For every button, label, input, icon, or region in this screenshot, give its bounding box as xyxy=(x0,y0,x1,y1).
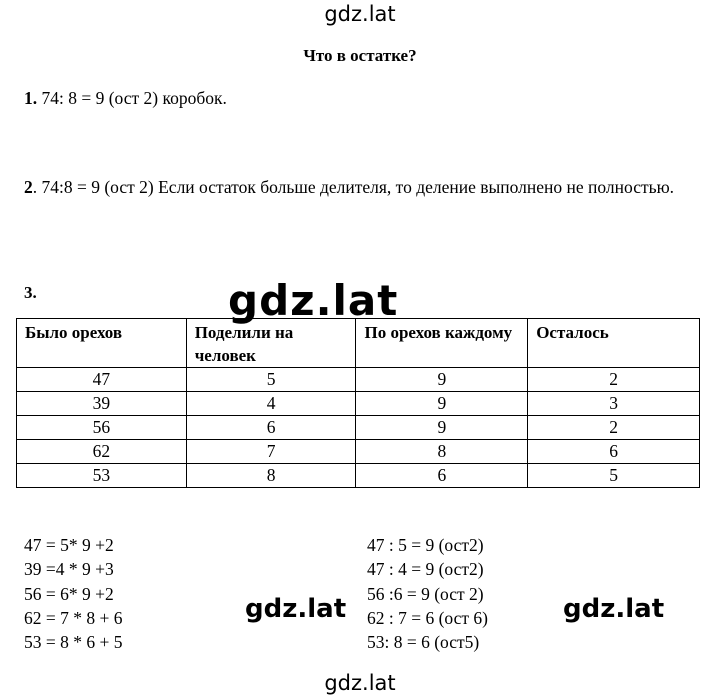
calculation-line: 47 : 5 = 9 (ост2) xyxy=(367,535,484,555)
table-cell: 9 xyxy=(356,416,528,440)
table-cell: 62 xyxy=(17,440,187,464)
calculation-line: 47 = 5* 9 +2 xyxy=(24,535,114,555)
table-cell: 6 xyxy=(528,440,700,464)
calculation-line: 47 : 4 = 9 (ост2) xyxy=(367,559,484,580)
table-cell: 9 xyxy=(356,392,528,416)
calculations-right xyxy=(367,533,488,654)
task-1-text: 74: 8 = 9 (ост 2) коробок. xyxy=(41,88,227,108)
task-1-number: 1. xyxy=(24,88,38,108)
column-header: Было орехов xyxy=(17,319,187,368)
task-2-number: 2 xyxy=(24,177,33,197)
table-cell: 2 xyxy=(528,416,700,440)
nuts-table xyxy=(16,318,700,488)
watermark-bottom: gdz.lat xyxy=(324,671,396,695)
table-cell: 9 xyxy=(356,368,528,392)
table-row xyxy=(17,368,700,392)
calculation-line: 56 :6 = 9 (ост 2) xyxy=(367,583,484,604)
column-header: Осталось xyxy=(528,319,700,368)
column-header: Поделили на человек xyxy=(186,319,356,368)
table-cell: 8 xyxy=(186,464,356,488)
task-1 xyxy=(24,88,227,109)
table-cell: 8 xyxy=(356,440,528,464)
table-cell: 3 xyxy=(528,392,700,416)
table-cell: 7 xyxy=(186,440,356,464)
column-header: По орехов каждому xyxy=(356,319,528,368)
calculations-left xyxy=(24,533,123,654)
table-cell: 39 xyxy=(17,392,187,416)
table-row xyxy=(17,392,700,416)
watermark-left: gdz.lat xyxy=(245,594,347,624)
table-cell: 56 xyxy=(17,416,187,440)
watermark-center: gdz.lat xyxy=(218,276,408,326)
table-cell: 53 xyxy=(17,464,187,488)
calculation-line: 62 : 7 = 6 (ост 6) xyxy=(367,607,488,628)
table-header-row xyxy=(17,319,700,368)
table-row xyxy=(17,440,700,464)
page-title: Что в остатке? xyxy=(303,46,417,65)
table-row xyxy=(17,464,700,488)
table-cell: 4 xyxy=(186,392,356,416)
task-3-number: 3. xyxy=(24,283,37,302)
calculation-line: 53 = 8 * 6 + 5 xyxy=(24,632,123,653)
calculation-line: 39 =4 * 9 +3 xyxy=(24,559,114,580)
table-cell: 6 xyxy=(186,416,356,440)
table-cell: 5 xyxy=(186,368,356,392)
table-cell: 2 xyxy=(528,368,700,392)
table-row xyxy=(17,416,700,440)
calculation-line: 56 = 6* 9 +2 xyxy=(24,583,114,604)
task-2-text: . 74:8 = 9 (ост 2) Если остаток больше делителя, то деление выполнено не полностью. xyxy=(32,177,675,197)
table-cell: 6 xyxy=(356,464,528,488)
watermark-top: gdz.lat xyxy=(324,2,396,26)
calculation-line: 53: 8 = 6 (ост5) xyxy=(367,632,480,653)
task-2 xyxy=(24,172,704,202)
watermark-right: gdz.lat xyxy=(563,594,665,624)
table-cell: 5 xyxy=(528,464,700,488)
table-cell: 47 xyxy=(17,368,187,392)
calculation-line: 62 = 7 * 8 + 6 xyxy=(24,607,123,628)
